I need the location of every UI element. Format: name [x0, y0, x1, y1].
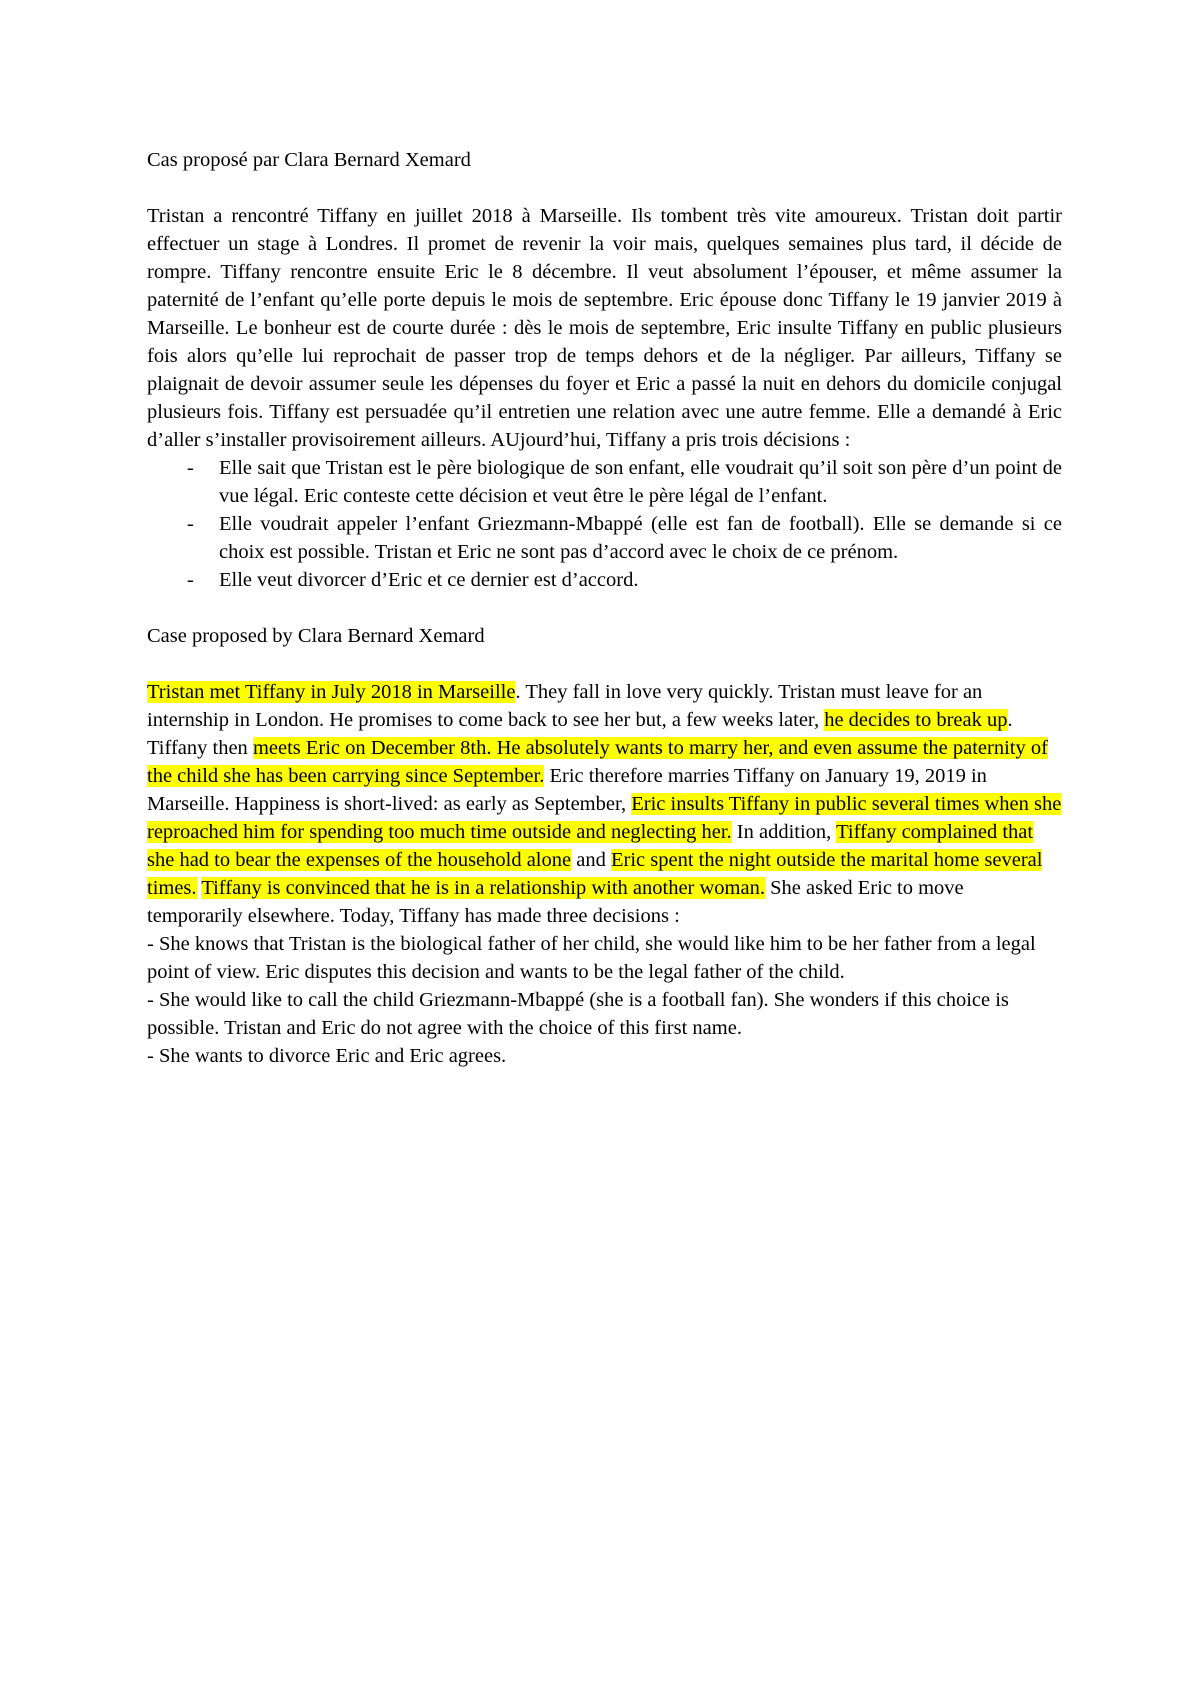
french-decision-text: Elle veut divorcer d’Eric et ce dernier est d’accord. [219, 569, 639, 591]
paragraph-text: . Tiffany then [147, 709, 1013, 759]
english-case-title: Case proposed by Clara Bernard Xemard [147, 625, 485, 647]
french-case-title: Cas proposé par Clara Bernard Xemard [147, 149, 471, 171]
paragraph-text: Eric therefore marries Tiffany on January 19, 2019 in Marseille. Happiness is short-lived: as early as September, [147, 765, 987, 815]
french-decision-item [147, 566, 1062, 594]
french-decision-item [147, 454, 1062, 510]
paragraph-text: . They fall in love very quickly. Tristan must leave for an internship in London. He promises to come back to see her but, a few weeks later, [147, 681, 983, 731]
french-decision-text: Elle sait que Tristan est le père biologique de son enfant, elle voudrait qu’il soit son père d’un point de vue légal. Eric conteste cette décision et veut être le père légal de l’enfant. [219, 457, 1062, 507]
english-decision-item: - She would like to call the child Griezmann-Mbappé (she is a football fan). She wonders if this choice is possible. Tristan and Eric do not agree with the choice of this first name. [147, 989, 1009, 1039]
french-decisions-list [147, 454, 1062, 594]
english-decision-item: - She wants to divorce Eric and Eric agrees. [147, 1045, 507, 1067]
highlighted-text: Tiffany complained that she had to bear the expenses of the household alone [147, 821, 1034, 871]
french-case-paragraph: Tristan a rencontré Tiffany en juillet 2018 à Marseille. Ils tombent très vite amoureux. Tristan doit partir effectuer un stage à Londres. Il promet de revenir la voir mais, quelques semaines plus tard, il décide de rompre. Tiffany rencontre ensuite Eric le 8 décembre. Il veut absolument l’épouser, et même assumer la paternité de l’enfant qu’elle porte depuis le mois de septembre. Eric épouse donc Tiffany le 19 janvier 2019 à Marseille. Le bonheur est de courte durée : dès le mois de septembre, Eric insulte Tiffany en public plusieurs fois alors qu’elle lui reprochait de passer trop de temps dehors et de la négliger. Par ailleurs, Tiffany se plaignait de devoir assumer seule les dépenses du foyer et Eric a passé la nuit en dehors du domicile conjugal plusieurs fois. Tiffany est persuadée qu’il entretien une relation avec une autre femme. Elle a demandé à Eric d’aller s’installer provisoirement ailleurs. AUjourd’hui, Tiffany a pris trois décisions : [147, 205, 1062, 451]
french-decision-item [147, 510, 1062, 566]
paragraph-text: In addition, [731, 821, 837, 843]
highlighted-text: Eric spent the night outside the marital home several times. [147, 849, 1043, 899]
highlighted-text: meets Eric on December 8th. He absolutely wants to marry her, and even assume the paternity of the child she has been carrying since September. [147, 737, 1048, 787]
bullet-marker: - [187, 569, 194, 591]
document-content [147, 146, 1062, 1070]
bullet-marker: - [187, 457, 194, 479]
paragraph-text: and [571, 849, 611, 871]
highlighted-text: he decides to break up [824, 709, 1008, 731]
bullet-marker: - [187, 513, 194, 535]
french-decision-text: Elle voudrait appeler l’enfant Griezmann-Mbappé (elle est fan de football). Elle se demande si ce choix est possible. Tristan et Eric ne sont pas d’accord avec le choix de ce prénom. [219, 513, 1062, 563]
english-decision-item: - She knows that Tristan is the biological father of her child, she would like him to be her father from a legal point of view. Eric disputes this decision and wants to be the legal father of the child. [147, 933, 1036, 983]
highlighted-text: Tristan met Tiffany in July 2018 in Marseille [147, 681, 516, 703]
english-case-paragraph [147, 678, 1062, 930]
highlighted-text: Eric insults Tiffany in public several times when she reproached him for spending too much time outside and neglecting her. [147, 793, 1062, 843]
paragraph-text: She asked Eric to move temporarily elsewhere. Today, Tiffany has made three decisions : [147, 877, 964, 927]
highlighted-text: Tiffany is convinced that he is in a relationship with another woman. [201, 877, 765, 899]
